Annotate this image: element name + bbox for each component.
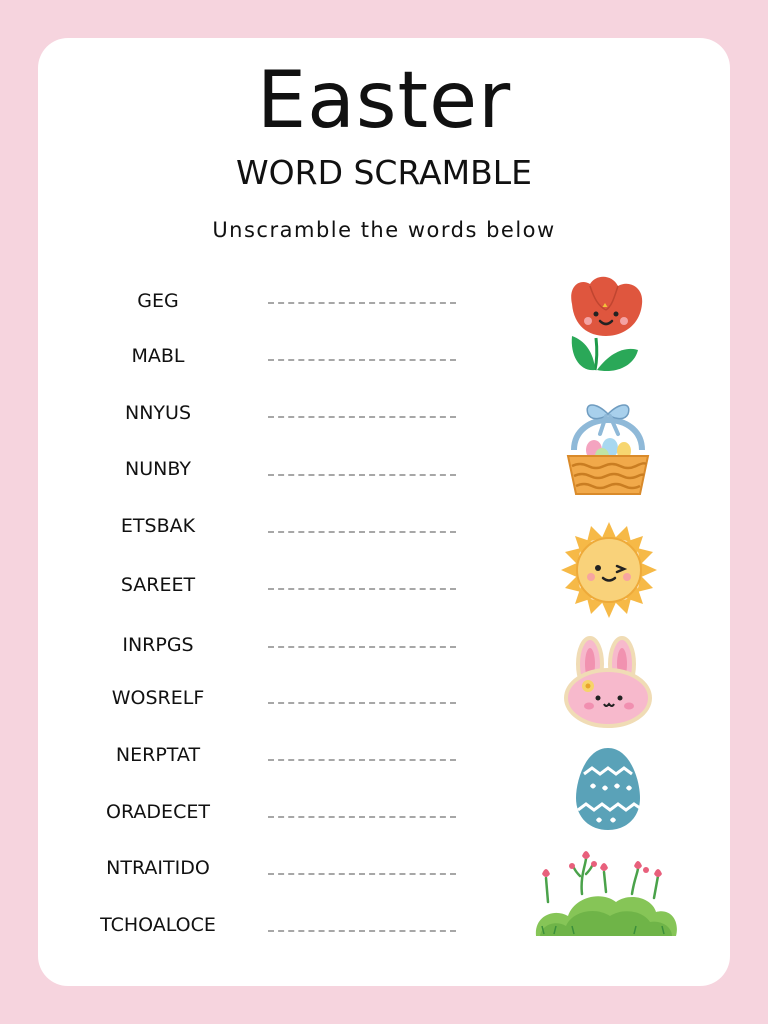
answer-line[interactable] [268, 588, 456, 590]
answer-line[interactable] [268, 302, 456, 304]
scrambled-word: ETSBAK [120, 515, 196, 537]
sun-icon [559, 520, 659, 620]
answer-line[interactable] [268, 474, 456, 476]
answer-line[interactable] [268, 531, 456, 533]
answer-line[interactable] [268, 359, 456, 361]
scrambled-word: MABL [131, 345, 185, 367]
answer-line[interactable] [268, 646, 456, 648]
page-title: Easter [256, 56, 512, 146]
scrambled-word: NTRAITIDO [106, 857, 210, 879]
bunny-icon [560, 634, 656, 730]
scrambled-word: NNYUS [125, 402, 191, 424]
easter-egg-icon [574, 746, 642, 832]
scrambled-word: WOSRELF [111, 687, 205, 709]
instructions: Unscramble the words below [212, 218, 556, 242]
grass-flowers-icon [534, 846, 680, 940]
scrambled-word: GEG [137, 290, 179, 312]
answer-line[interactable] [268, 702, 456, 704]
easter-basket-icon [560, 400, 656, 500]
answer-line[interactable] [268, 873, 456, 875]
answer-line[interactable] [268, 816, 456, 818]
page-subtitle: WORD SCRAMBLE [236, 153, 532, 192]
answer-line[interactable] [268, 930, 456, 932]
scrambled-word: SAREET [120, 574, 196, 596]
answer-line[interactable] [268, 416, 456, 418]
scrambled-word: INRPGS [122, 634, 194, 656]
answer-line[interactable] [268, 759, 456, 761]
scrambled-word: NERPTAT [115, 744, 201, 766]
scrambled-word: TCHOALOCE [100, 914, 216, 936]
scrambled-word: ORADECET [106, 801, 210, 823]
scrambled-word: NUNBY [125, 458, 191, 480]
tulip-icon [562, 276, 654, 380]
